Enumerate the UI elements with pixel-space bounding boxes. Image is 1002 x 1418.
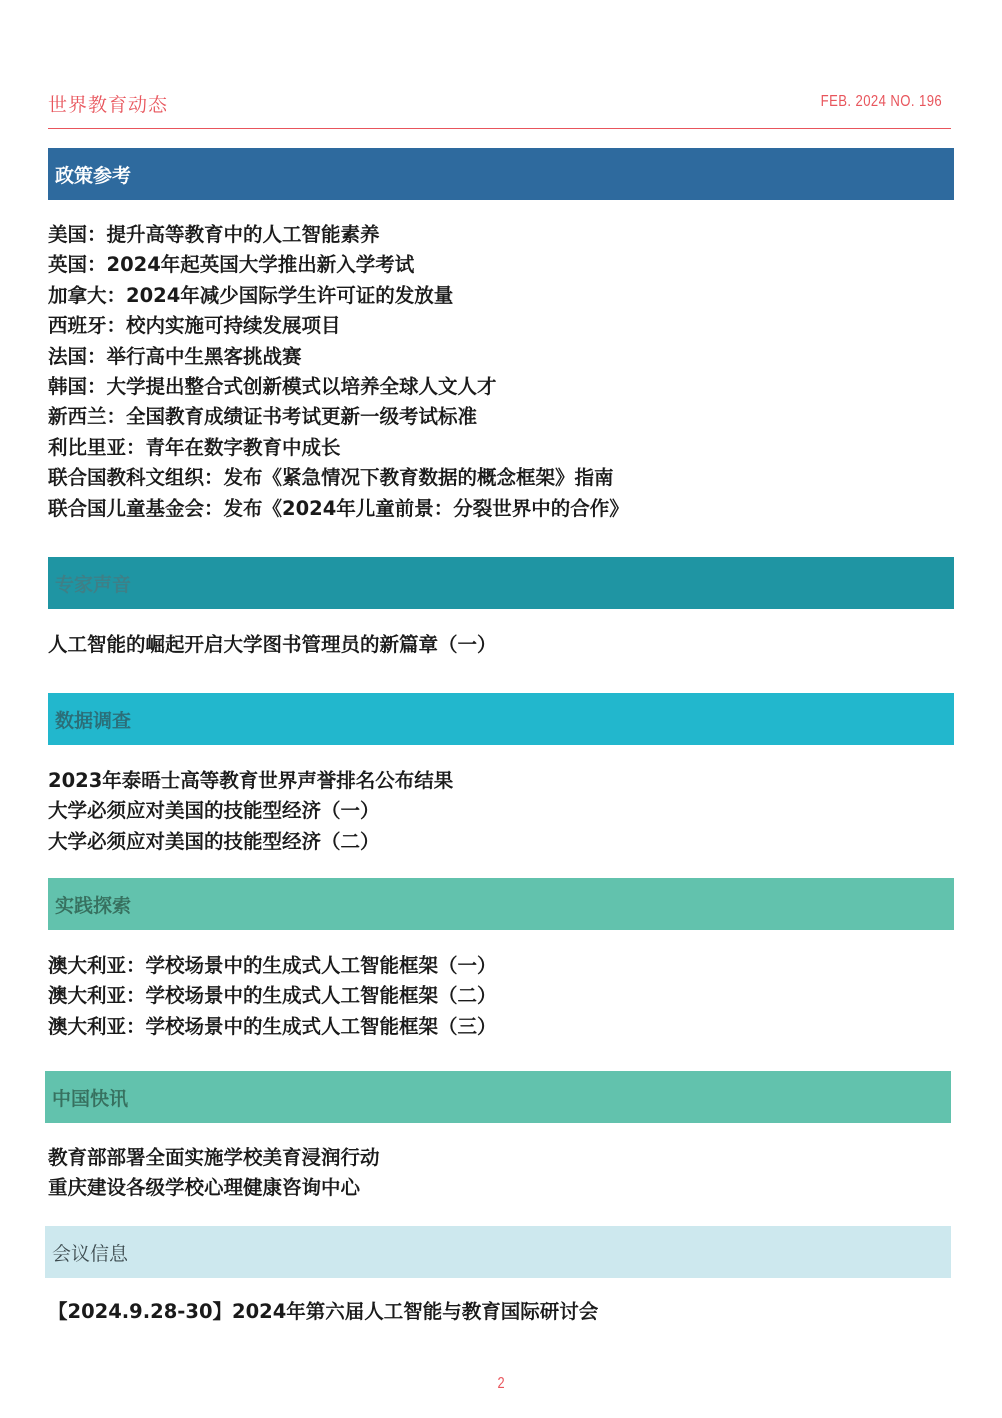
list-item[interactable]: 人工智能的崛起开启大学图书管理员的新篇章（一） xyxy=(48,633,497,656)
list-item[interactable]: 2023年泰晤士高等教育世界声誉排名公布结果 xyxy=(48,769,454,792)
list-item[interactable]: 澳大利亚：学校场景中的生成式人工智能框架（一） xyxy=(48,954,497,977)
list-item[interactable]: 法国：举行高中生黑客挑战赛 xyxy=(48,344,302,368)
list-item[interactable]: 韩国：大学提出整合式创新模式以培养全球人文人才 xyxy=(48,374,497,398)
section-bar-conference xyxy=(45,1226,951,1278)
list-item[interactable]: 重庆建设各级学校心理健康咨询中心 xyxy=(48,1176,361,1200)
section-bar-china xyxy=(45,1071,951,1123)
section-bar-data xyxy=(48,693,954,745)
list-item[interactable]: 加拿大：2024年减少国际学生许可证的发放量 xyxy=(48,283,454,307)
section-title-china: 中国快讯 xyxy=(52,1087,129,1110)
issue-info: FEB. 2024 NO. 196 xyxy=(820,93,942,110)
header-divider xyxy=(48,128,951,129)
section-bar-practice xyxy=(48,878,954,930)
list-item[interactable]: 新西兰：全国教育成绩证书考试更新一级考试标准 xyxy=(48,405,478,429)
section-list-data xyxy=(48,766,453,857)
section-bar-policy xyxy=(48,148,954,200)
section-bar-expert xyxy=(48,557,954,609)
list-item[interactable]: 联合国儿童基金会：发布《2024年儿童前景：分裂世界中的合作》 xyxy=(48,496,629,520)
section-title-data: 数据调查 xyxy=(55,709,132,732)
section-list-practice xyxy=(48,951,497,1042)
section-list-china xyxy=(48,1143,380,1204)
list-item[interactable]: 大学必须应对美国的技能型经济（二） xyxy=(48,829,380,853)
list-item[interactable]: 大学必须应对美国的技能型经济（一） xyxy=(48,799,380,823)
section-list-conference xyxy=(48,1297,598,1327)
list-item[interactable]: 利比里亚：青年在数字教育中成长 xyxy=(48,435,341,459)
section-list-policy xyxy=(48,220,629,524)
list-item[interactable]: 联合国教科文组织：发布《紧急情况下教育数据的概念框架》指南 xyxy=(48,466,614,490)
list-item[interactable]: 英国：2024年起英国大学推出新入学考试 xyxy=(48,253,415,277)
list-item[interactable]: 教育部部署全面实施学校美育浸润行动 xyxy=(48,1146,380,1169)
publication-title: 世界教育动态 xyxy=(48,94,169,116)
page-number: 2 xyxy=(497,1375,505,1392)
list-item[interactable]: 澳大利亚：学校场景中的生成式人工智能框架（二） xyxy=(48,984,497,1008)
section-title-policy: 政策参考 xyxy=(55,164,132,187)
section-title-expert: 专家声音 xyxy=(55,573,132,596)
list-item[interactable]: 【2024.9.28-30】2024年第六届人工智能与教育国际研讨会 xyxy=(48,1300,599,1323)
list-item[interactable]: 美国：提升高等教育中的人工智能素养 xyxy=(48,223,380,246)
section-list-expert xyxy=(48,630,497,660)
section-title-conference: 会议信息 xyxy=(52,1242,129,1265)
list-item[interactable]: 西班牙：校内实施可持续发展项目 xyxy=(48,314,341,338)
section-title-practice: 实践探索 xyxy=(55,894,132,917)
list-item[interactable]: 澳大利亚：学校场景中的生成式人工智能框架（三） xyxy=(48,1014,497,1038)
